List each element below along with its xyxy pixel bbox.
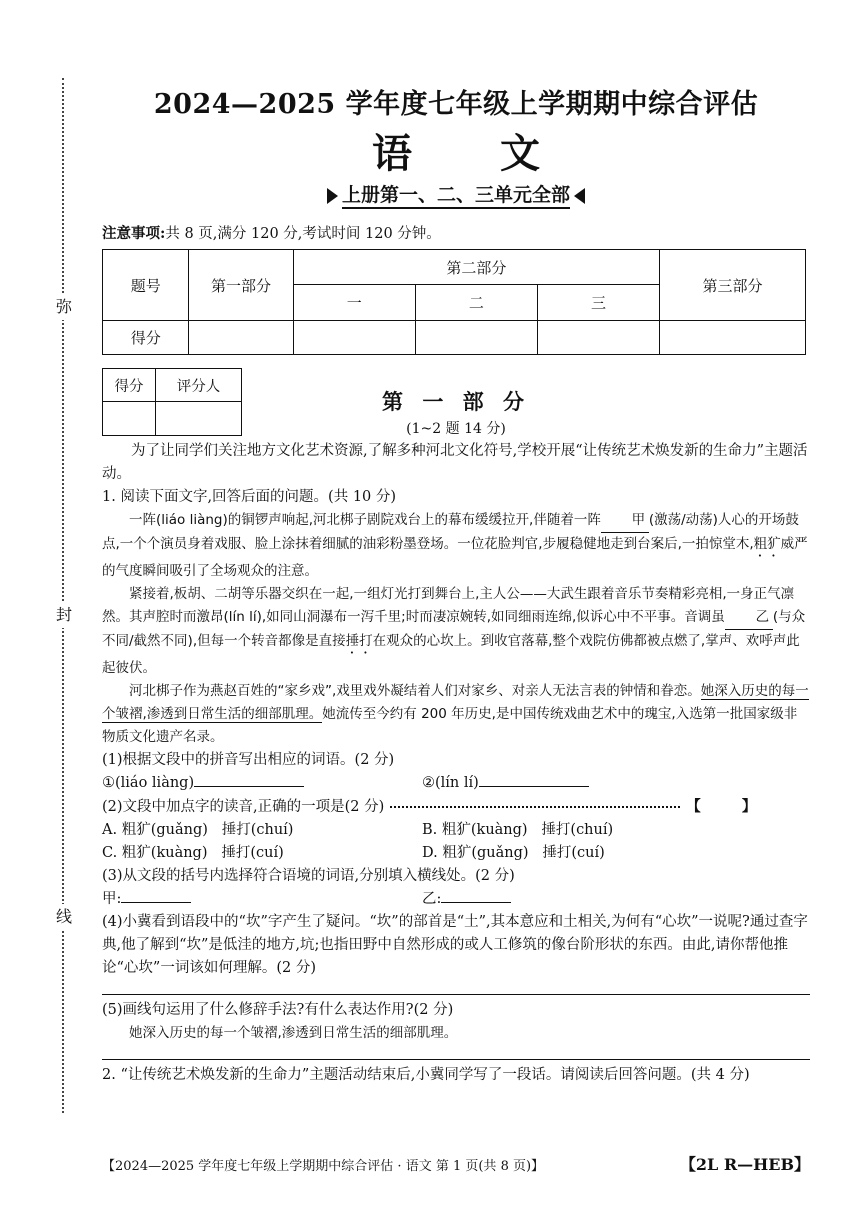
subject-char-1: 语 [372,130,412,177]
sub3-jia-answer[interactable] [121,902,191,903]
blank-jia[interactable]: 甲 [601,509,649,533]
option-d-second: 捶打(cuí) [542,845,605,861]
notice-line [102,222,441,243]
scope-text: 上册第一、二、三单元全部 [342,184,570,209]
passage-p3-b: 她流传至今约有 200 年历史,是中国传统戏曲艺术中的瑰宝,入选第一批国家级非物质文化遗产名录。 [102,706,798,745]
th-part2-sub-2: 二 [415,285,537,321]
option-d-label: D. 粗犷(guǎng) [422,845,529,861]
options-row-2 [102,842,810,865]
sub1-b-label: ②(lín lí) [422,775,479,791]
footer-text: 【2024—2025 学年度七年级上学期期中综合评估 · 语文 第 1 页(共 8 页)】 [102,1159,545,1174]
option-b-label: B. 粗犷(kuàng) [422,822,528,838]
sub2-line [102,795,810,819]
subject-heading [102,122,810,179]
th-part2-sub-3: 三 [537,285,659,321]
subject-char-2: 文 [500,130,540,177]
passage-paragraph-2 [102,583,810,680]
option-b[interactable] [422,819,810,842]
option-d[interactable] [422,842,810,865]
passage-p1-a: 一阵(liáo liàng)的铜锣声响起,河北梆子剧院戏台上的幕布缓缓拉开,伴随着一阵 [129,512,601,528]
option-a-second: 捶打(chuí) [221,822,294,838]
score-cell-part2-2[interactable] [415,321,537,355]
th-part2: 第二部分 [293,250,659,285]
sub3-answers [102,888,810,911]
th-question-no: 题号 [103,250,189,321]
scope-banner [102,180,810,207]
question-body [102,440,810,1087]
margin-char-mi: 弥 [56,294,72,320]
score-cell-part3[interactable] [660,321,806,355]
q1-stem: 1. 阅读下面文字,回答后面的问题。(共 10 分) [102,489,397,505]
passage-p2-c: 在观众的心坎上。到收官落幕,整个戏院仿佛都被点燃了,掌声、欢呼声此起彼伏。 [102,633,800,676]
sub1-b-answer[interactable] [479,786,589,787]
option-a-label: A. 粗犷(guǎng) [102,822,208,838]
sub4-answer-line[interactable] [102,980,810,995]
part1-subtitle: (1~2 题 14 分) [406,421,506,437]
margin-char-feng: 封 [56,602,72,628]
dotted-leader [390,806,680,808]
notice-text: 共 8 页,满分 120 分,考试时间 120 分钟。 [165,226,441,242]
sub3-jia-label: 甲: [102,891,122,907]
option-c-label: C. 粗犷(kuàng) [102,845,208,861]
q2-stem: 2. “让传统艺术焕发新的生命力”主题活动结束后,小冀同学写了一段话。请阅读后回答问题。(共 4 分) [102,1067,750,1083]
passage-p2-b: (与众不同/截然不同),但每一个转音都像是直接 [102,609,806,649]
sub3-yi-label: 乙: [422,891,442,907]
grader-box-grader-label: 评分人 [156,369,242,402]
part1-title: 第 一 部 分 [382,389,530,414]
sub2-stem: (2)文段中加点字的读音,正确的一项是(2 分) [102,799,385,815]
triangle-left-icon [574,188,585,204]
intro-paragraph: 为了让同学们关注地方文化艺术资源,了解多种河北文化符号,学校开展“让传统艺术焕发新的生命力”主题活动。 [102,443,808,482]
notice-label: 注意事项: [102,225,166,242]
footer-code: 【2L R—HEB】 [679,1155,810,1174]
score-cell-part1[interactable] [189,321,293,355]
passage-p2-a: 紧接着,板胡、二胡等乐器交织在一起,一组灯光打到舞台上,主人公——大武生跟着音乐节奏精彩亮相,一身正气凛然。其声腔时而激昂(lín lí),如同山洞瀑布一泻千里;时而凄凉婉转,如同细雨连绵,似诉心中不平事。音调虽 [102,586,795,625]
sub1-stem: (1)根据文段中的拼音写出相应的词语。(2 分) [102,752,395,768]
exam-title: 2024—2025 学年度七年级上学期期中综合评估 [153,89,759,120]
option-a[interactable] [102,819,422,842]
blank-yi[interactable]: 乙 [725,606,773,630]
passage-p1-b: (激荡/动荡)人心的开场鼓点,一个个演员身着戏服、脸上涂抹着细腻的油彩粉墨登场。一位花脸判官,步履稳健地走到台案后,一拍惊堂木, [102,512,799,552]
passage-p1-c: 威严的气度瞬间吸引了全场观众的注意。 [102,536,808,579]
underlined-sentence: 她深入历史的每一个皱褶,渗透到日常生活的细部肌理。 [102,683,809,722]
th-part1: 第一部分 [189,250,293,321]
sub3-stem: (3)从文段的括号内选择符合语境的词语,分别填入横线处。(2 分) [102,868,515,884]
sub5-quote: 她深入历史的每一个皱褶,渗透到日常生活的细部肌理。 [129,1025,458,1041]
th-part2-sub-1: 一 [293,285,415,321]
answer-bracket[interactable]: 【 】 [686,798,775,815]
passage-paragraph-3 [102,680,810,749]
passage-p3-a: 河北梆子作为燕赵百姓的“家乡戏”,戏里戏外凝结着人们对家乡、对亲人无法言表的钟情和眷恋。 [129,683,701,699]
score-cell-part2-1[interactable] [293,321,415,355]
options-row-1 [102,819,810,842]
passage-paragraph-1 [102,509,810,583]
sub4-stem: (4)小冀看到语段中的“坎”字产生了疑问。“坎”的部首是“土”,其本意应和土相关,为何有“心坎”一说呢?通过查字典,他了解到“坎”是低洼的地方,坑;也指田野中自然形成的或人工修筑的像台阶形状的东西。由此,请你帮他推论“心坎”一词该如何理解。(2 分) [102,914,808,976]
th-score: 得分 [103,321,189,355]
dotted-word-chuida: 捶打 [345,633,373,649]
option-c-second: 捶打(cuí) [221,845,284,861]
option-b-second: 捶打(chuí) [541,822,614,838]
binding-dotted-line [62,78,64,1113]
option-c[interactable] [102,842,422,865]
sub5-answer-line[interactable] [102,1045,810,1060]
triangle-right-icon [327,188,338,204]
margin-char-xian: 线 [56,904,72,930]
score-cell-part2-3[interactable] [537,321,659,355]
sub1-a-label: ①(liáo liàng) [102,775,195,791]
sub3-yi-answer[interactable] [441,902,511,903]
dotted-word-cuguang: 粗犷 [753,536,781,552]
grader-box-score-label: 得分 [103,369,156,402]
th-part3: 第三部分 [660,250,806,321]
sub5-stem: (5)画线句运用了什么修辞手法?有什么表达作用?(2 分) [102,1002,454,1018]
page-footer [102,1155,810,1174]
sub1-a-answer[interactable] [194,786,304,787]
sub1-answers [102,772,810,795]
score-table [102,249,806,355]
